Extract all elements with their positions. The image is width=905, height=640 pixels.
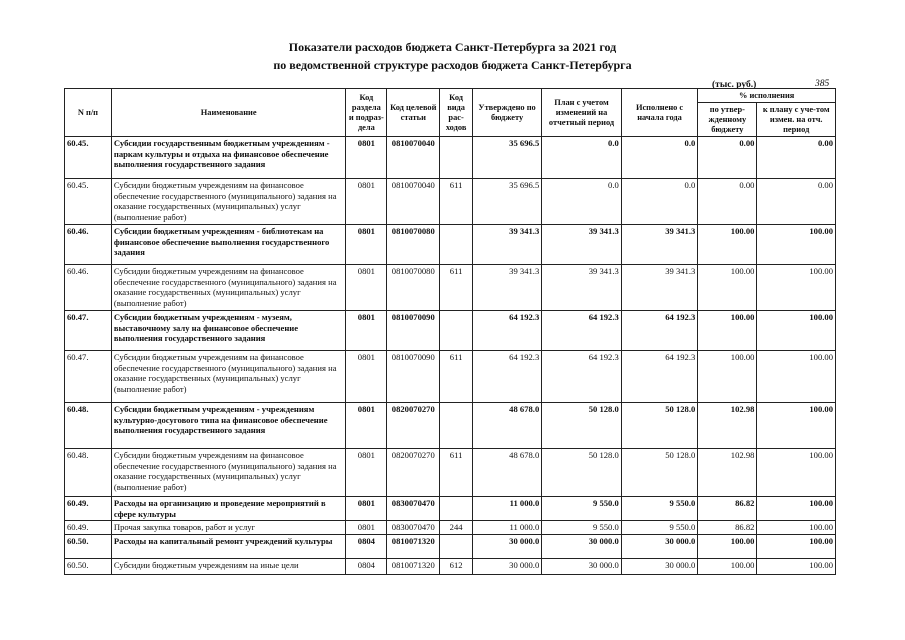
row-type-code [440,534,473,558]
row-pct-approved: 100.00 [698,558,757,574]
row-approved: 48 678.0 [472,403,541,449]
header-section: Код раздела и подраз-дела [346,89,387,137]
row-section-code: 0801 [346,265,387,311]
row-approved: 48 678.0 [472,449,541,497]
header-approved: Утверждено по бюджету [472,89,541,137]
row-executed: 50 128.0 [621,449,697,497]
row-name: Субсидии бюджетным учреждениям на финансовое обеспечение государственного (муниципального) задания на оказание государственных (муниципальных) услуг (выполнение работ) [111,449,346,497]
row-type-code [440,311,473,351]
table-row [65,351,836,403]
row-type-code: 611 [440,179,473,225]
row-type-code: 611 [440,265,473,311]
row-executed: 9 550.0 [621,521,697,535]
row-plan: 30 000.0 [542,534,622,558]
header-executed: Исполнено с начала года [621,89,697,137]
row-target-code: 0810070080 [387,265,440,311]
row-type-code: 244 [440,521,473,535]
row-approved: 11 000.0 [472,521,541,535]
table-row [65,558,836,574]
row-target-code: 0810071320 [387,534,440,558]
row-number: 60.48. [65,403,112,449]
row-pct-plan: 100.00 [757,403,836,449]
row-pct-approved: 0.00 [698,137,757,179]
row-section-code: 0801 [346,311,387,351]
page-number: 385 [815,79,830,89]
row-target-code: 0810070090 [387,351,440,403]
row-number: 60.49. [65,497,112,521]
row-plan: 0.0 [542,179,622,225]
row-section-code: 0801 [346,497,387,521]
row-approved: 35 696.5 [472,137,541,179]
row-pct-approved: 102.98 [698,449,757,497]
row-approved: 30 000.0 [472,534,541,558]
row-pct-approved: 100.00 [698,351,757,403]
row-target-code: 0810070080 [387,225,440,265]
row-name: Расходы на капитальный ремонт учреждений культуры [111,534,346,558]
row-pct-approved: 100.00 [698,265,757,311]
row-approved: 11 000.0 [472,497,541,521]
row-target-code: 0810070040 [387,179,440,225]
row-executed: 39 341.3 [621,265,697,311]
row-target-code: 0820070270 [387,449,440,497]
row-pct-plan: 100.00 [757,225,836,265]
row-plan: 9 550.0 [542,521,622,535]
table-row [65,497,836,521]
row-plan: 30 000.0 [542,558,622,574]
row-pct-approved: 100.00 [698,311,757,351]
row-pct-approved: 86.82 [698,521,757,535]
header-num: N п/п [65,89,112,137]
row-executed: 30 000.0 [621,534,697,558]
row-executed: 9 550.0 [621,497,697,521]
row-section-code: 0801 [346,137,387,179]
row-name: Субсидии бюджетным учреждениям на финансовое обеспечение государственного (муниципального) задания на оказание государственных (муниципальных) услуг (выполнение работ) [111,265,346,311]
header-percent-group: % исполнения [698,89,836,103]
row-approved: 35 696.5 [472,179,541,225]
header-plan: План с учетом изменений на отчетный период [542,89,622,137]
row-plan: 50 128.0 [542,403,622,449]
row-pct-approved: 86.82 [698,497,757,521]
row-section-code: 0804 [346,534,387,558]
row-section-code: 0801 [346,449,387,497]
table-row [65,137,836,179]
units-label: (тыс. руб.) [712,80,757,90]
row-approved: 39 341.3 [472,265,541,311]
row-plan: 0.0 [542,137,622,179]
row-name: Субсидии бюджетным учреждениям на иные цели [111,558,346,574]
header-pct-plan: к плану с уче-том измен. на отч. период [757,103,836,137]
row-section-code: 0801 [346,351,387,403]
row-approved: 64 192.3 [472,351,541,403]
row-section-code: 0801 [346,521,387,535]
row-approved: 30 000.0 [472,558,541,574]
row-name: Субсидии бюджетным учреждениям - музеям, выставочному залу на финансовое обеспечение выполнения государственного задания [111,311,346,351]
table-row [65,265,836,311]
table-row [65,179,836,225]
budget-table [64,88,836,575]
row-plan: 64 192.3 [542,311,622,351]
row-name: Субсидии бюджетным учреждениям на финансовое обеспечение государственного (муниципального) задания на оказание государственных (муниципальных) услуг (выполнение работ) [111,351,346,403]
row-executed: 39 341.3 [621,225,697,265]
row-plan: 9 550.0 [542,497,622,521]
header-target: Код целевой статьи [387,89,440,137]
row-section-code: 0801 [346,225,387,265]
row-type-code: 612 [440,558,473,574]
row-executed: 64 192.3 [621,351,697,403]
row-pct-plan: 100.00 [757,521,836,535]
row-approved: 39 341.3 [472,225,541,265]
row-pct-approved: 100.00 [698,225,757,265]
row-number: 60.45. [65,179,112,225]
row-executed: 50 128.0 [621,403,697,449]
row-type-code [440,137,473,179]
row-target-code: 0830070470 [387,521,440,535]
row-target-code: 0810070090 [387,311,440,351]
row-pct-plan: 100.00 [757,351,836,403]
row-type-code [440,497,473,521]
header-name: Наименование [111,89,346,137]
header-type: Код вида рас-ходов [440,89,473,137]
row-pct-plan: 0.00 [757,179,836,225]
row-type-code [440,403,473,449]
row-executed: 30 000.0 [621,558,697,574]
row-section-code: 0801 [346,179,387,225]
row-pct-plan: 0.00 [757,137,836,179]
row-pct-plan: 100.00 [757,449,836,497]
row-pct-plan: 100.00 [757,311,836,351]
row-executed: 0.0 [621,137,697,179]
report-title-line2: по ведомственной структуре расходов бюджета Санкт-Петербурга [273,58,632,72]
row-number: 60.47. [65,351,112,403]
row-number: 60.47. [65,311,112,351]
row-number: 60.46. [65,225,112,265]
row-plan: 64 192.3 [542,351,622,403]
table-row [65,403,836,449]
row-target-code: 0810071320 [387,558,440,574]
row-number: 60.50. [65,558,112,574]
row-executed: 64 192.3 [621,311,697,351]
row-section-code: 0804 [346,558,387,574]
table-row [65,449,836,497]
row-pct-approved: 100.00 [698,534,757,558]
row-type-code [440,225,473,265]
row-name: Расходы на организацию и проведение мероприятий в сфере культуры [111,497,346,521]
table-row [65,534,836,558]
table-row [65,521,836,535]
row-target-code: 0810070040 [387,137,440,179]
header-pct-approved: по утвер-жденному бюджету [698,103,757,137]
row-name: Прочая закупка товаров, работ и услуг [111,521,346,535]
row-pct-plan: 100.00 [757,558,836,574]
row-target-code: 0820070270 [387,403,440,449]
row-plan: 39 341.3 [542,265,622,311]
row-pct-approved: 0.00 [698,179,757,225]
table-row [65,225,836,265]
row-target-code: 0830070470 [387,497,440,521]
row-number: 60.48. [65,449,112,497]
row-plan: 50 128.0 [542,449,622,497]
row-section-code: 0801 [346,403,387,449]
table-body [65,137,836,575]
row-pct-approved: 102.98 [698,403,757,449]
row-type-code: 611 [440,351,473,403]
row-name: Субсидии бюджетным учреждениям - учреждениям культурно-досугового типа на финансовое обеспечение выполнения государственного задания [111,403,346,449]
table-row [65,311,836,351]
row-number: 60.50. [65,534,112,558]
row-approved: 64 192.3 [472,311,541,351]
row-name: Субсидии государственным бюджетным учреждениям - паркам культуры и отдыха на финансовое обеспечение выполнения государственного задания [111,137,346,179]
row-number: 60.46. [65,265,112,311]
row-type-code: 611 [440,449,473,497]
row-name: Субсидии бюджетным учреждениям на финансовое обеспечение государственного (муниципального) задания на оказание государственных (муниципальных) услуг (выполнение работ) [111,179,346,225]
row-pct-plan: 100.00 [757,534,836,558]
row-number: 60.49. [65,521,112,535]
row-pct-plan: 100.00 [757,265,836,311]
row-plan: 39 341.3 [542,225,622,265]
row-number: 60.45. [65,137,112,179]
row-executed: 0.0 [621,179,697,225]
row-name: Субсидии бюджетным учреждениям - библиотекам на финансовое обеспечение выполнения государственного задания [111,225,346,265]
row-pct-plan: 100.00 [757,497,836,521]
report-title-line1: Показатели расходов бюджета Санкт-Петербурга за 2021 год [288,40,617,54]
